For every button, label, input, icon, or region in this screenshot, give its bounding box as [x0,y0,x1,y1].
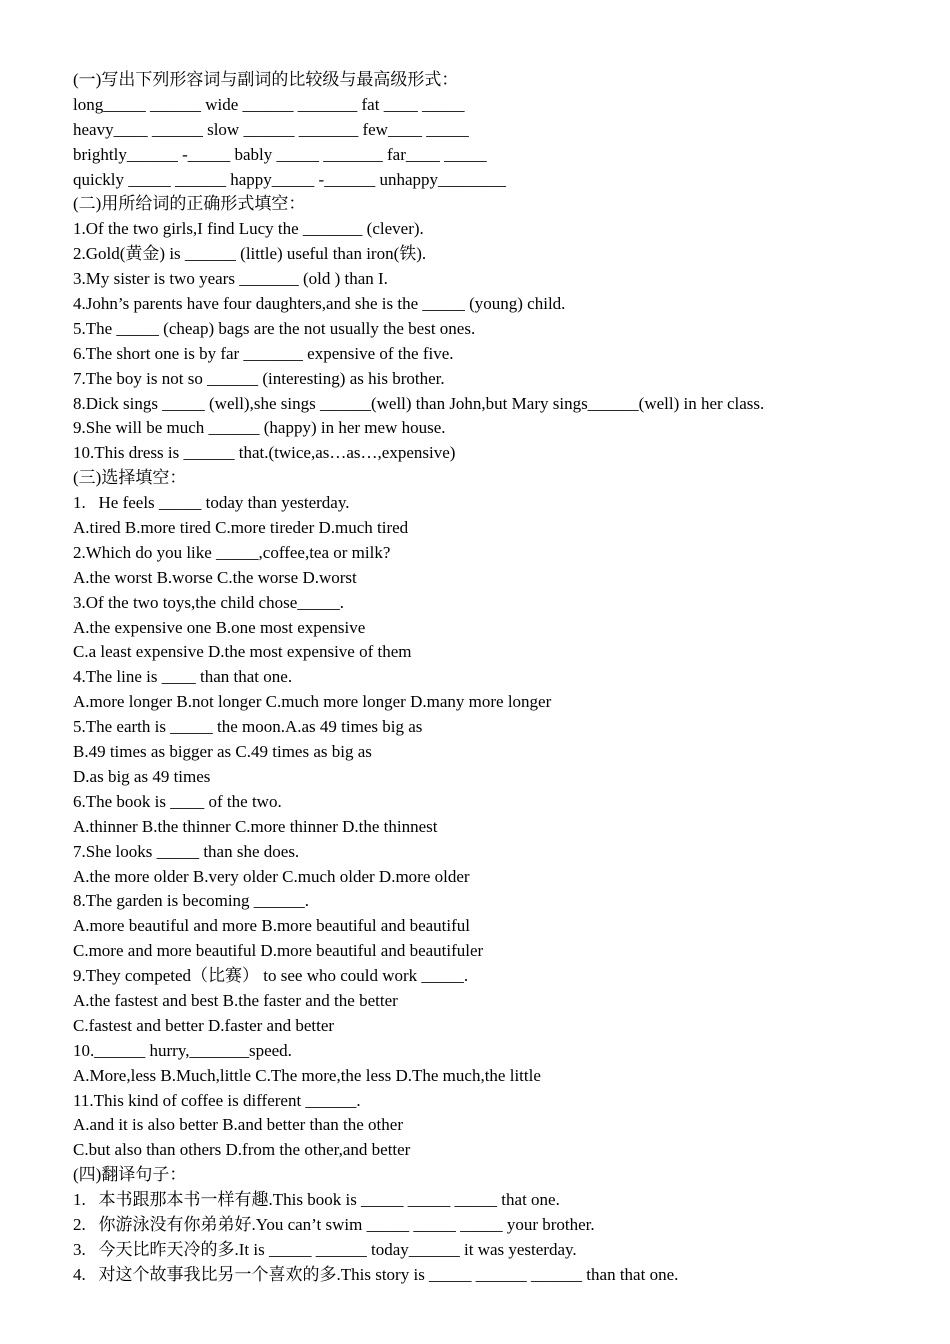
options-line: A.the fastest and best B.the faster and the better [73,990,398,1010]
exercise-line: 2.Gold(黄金) is ______ (little) useful than iron(铁). [73,244,427,264]
exercise-line: heavy____ ______ slow ______ _______ few____ _____ [73,119,469,139]
question-line: 3.Of the two toys,the child chose_____. [73,592,345,612]
question-line: 4.The line is ____ than that one. [73,667,293,687]
exercise-line: 9.She will be much ______ (happy) in her mew house. [73,418,446,438]
options-line: A.thinner B.the thinner C.more thinner D.the thinnest [73,816,438,836]
question-line: 9.They competed（比赛） to see who could work _____. [73,966,469,986]
options-line: A.more longer B.not longer C.much more longer D.many more longer [73,692,552,712]
options-line: C.more and more beautiful D.more beautiful and beautifuler [73,941,484,961]
exercise-line: 1.Of the two girls,I find Lucy the _______ (clever). [73,219,424,239]
options-line: A.the more older B.very older C.much older D.more older [73,866,470,886]
section-heading-3: (三)选择填空： [73,468,187,488]
question-line: 8.The garden is becoming ______. [73,891,310,911]
exercise-line: 5.The _____ (cheap) bags are the not usually the best ones. [73,318,476,338]
question-line: 1. He feels _____ today than yesterday. [73,493,350,513]
options-line: C.but also than others D.from the other,and better [73,1140,411,1160]
options-line: C.fastest and better D.faster and better [73,1015,335,1035]
options-line: A.the expensive one B.one most expensive [73,617,366,637]
options-line: A.More,less B.Much,little C.The more,the less D.The much,the little [73,1065,541,1085]
question-line: 7.She looks _____ than she does. [73,841,300,861]
exercise-line: 4.John’s parents have four daughters,and she is the _____ (young) child. [73,294,566,314]
exercise-line: 7.The boy is not so ______ (interesting) as his brother. [73,368,445,388]
exercise-line: quickly _____ ______ happy_____ -______ unhappy________ [73,169,506,189]
options-line: B.49 times as bigger as C.49 times as big as [73,742,372,762]
question-line: 6.The book is ____ of the two. [73,791,282,811]
exercise-line: long_____ ______ wide ______ _______ fat ____ _____ [73,94,465,114]
exercise-line: brightly______ -_____ bably _____ _______ far____ _____ [73,144,487,164]
worksheet-page [73,68,933,1288]
options-line: A.more beautiful and more B.more beautiful and beautiful [73,916,471,936]
options-line: A.tired B.more tired C.more tireder D.much tired [73,518,409,538]
translation-line: 4. 对这个故事我比另一个喜欢的多.This story is _____ ______ ______ than that one. [73,1264,679,1284]
section-heading-2: (二)用所给词的正确形式填空： [73,194,306,214]
exercise-line: 10.This dress is ______ that.(twice,as…as…,expensive) [73,443,456,463]
options-line: A.and it is also better B.and better than the other [73,1115,403,1135]
question-line: 10.______ hurry,_______speed. [73,1040,292,1060]
options-line: A.the worst B.worse C.the worse D.worst [73,567,357,587]
translation-line: 1. 本书跟那本书一样有趣.This book is _____ _____ _____ that one. [73,1190,560,1210]
exercise-line: 3.My sister is two years _______ (old ) than I. [73,269,388,289]
question-line: 2.Which do you like _____,coffee,tea or milk? [73,542,391,562]
translation-line: 2. 你游泳没有你弟弟好.You can’t swim _____ _____ _____ your brother. [73,1214,595,1234]
question-line: 11.This kind of coffee is different ______. [73,1090,361,1110]
translation-line: 3. 今天比昨天冷的多.It is _____ ______ today______ it was yesterday. [73,1239,577,1259]
exercise-line: 6.The short one is by far _______ expensive of the five. [73,343,454,363]
exercise-line: 8.Dick sings _____ (well),she sings ______(well) than John,but Mary sings______(well) in her class. [73,393,765,413]
question-line: 5.The earth is _____ the moon.A.as 49 times big as [73,717,423,737]
section-heading-4: (四)翻译句子： [73,1165,187,1185]
section-heading-1: (一)写出下列形容词与副词的比较级与最高级形式： [73,70,459,89]
options-line: D.as big as 49 times [73,766,211,786]
options-line: C.a least expensive D.the most expensive of them [73,642,412,662]
